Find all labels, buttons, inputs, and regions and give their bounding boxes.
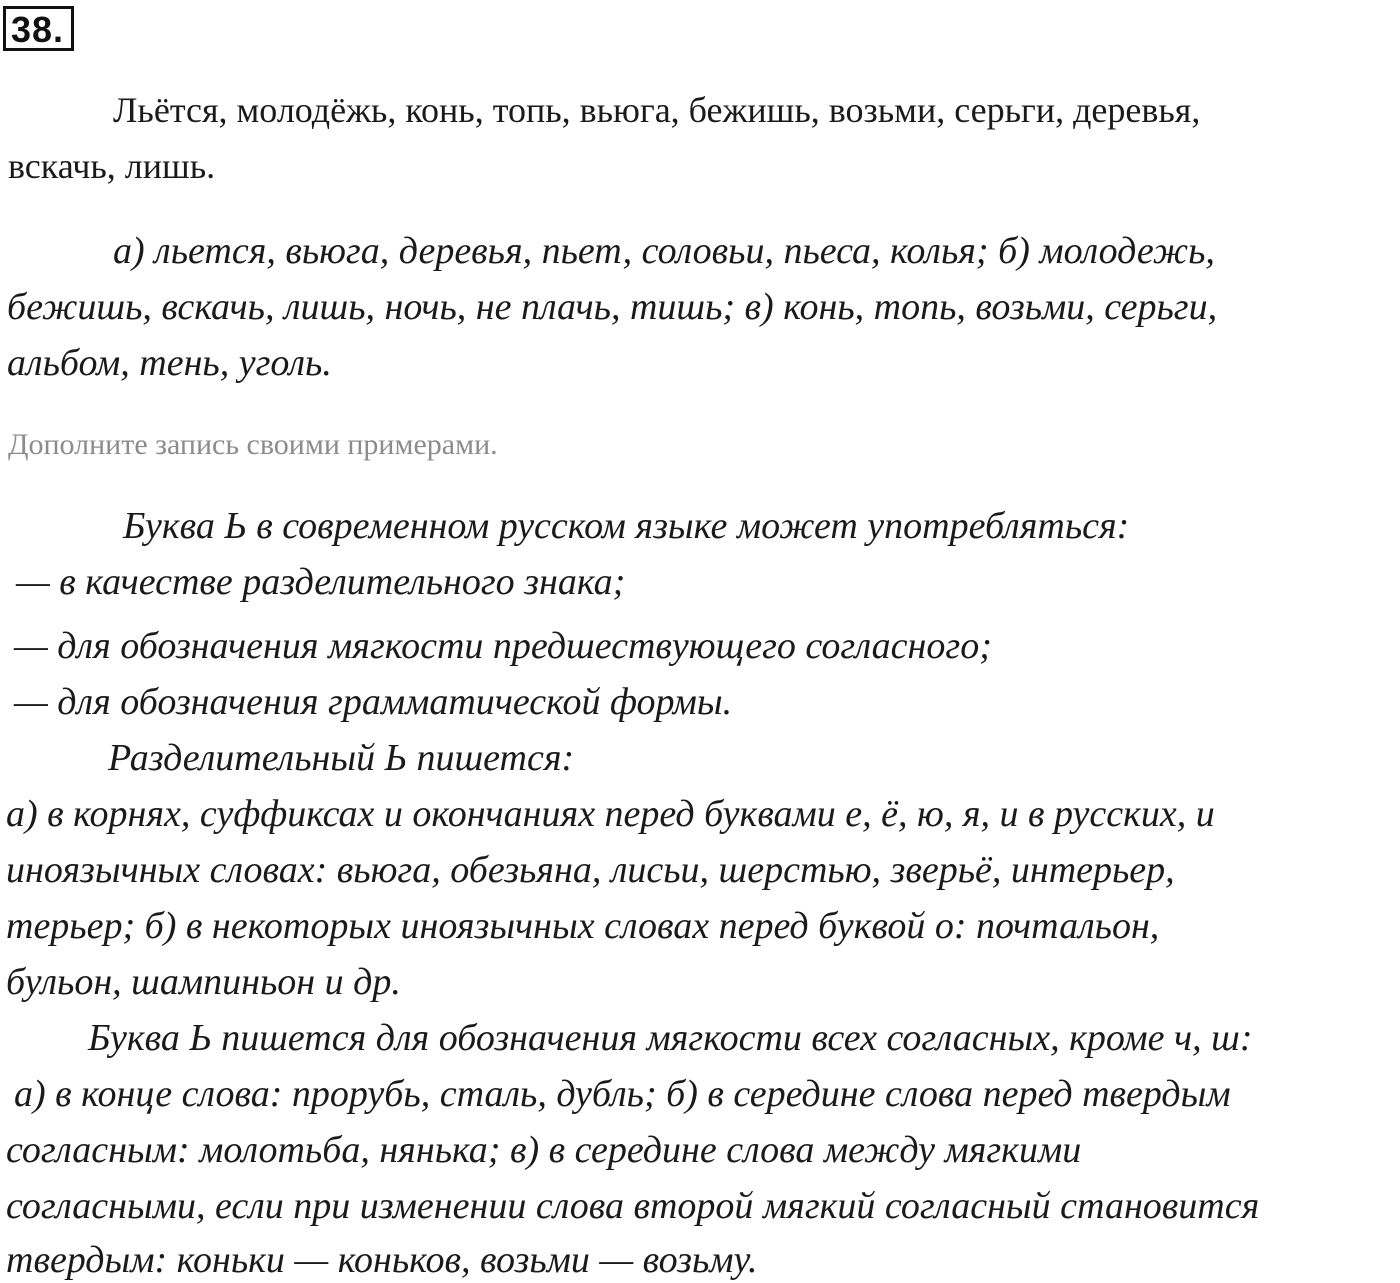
answer-line-3: альбом, тень, уголь.: [7, 342, 332, 384]
answer-line-2: бежишь, вскачь, лишь, ночь, не плачь, тишь; в) конь, топь, возьми, серьги,: [7, 286, 1218, 328]
rule-line-12: согласным: молотьба, нянька; в) в середине слова между мягкими: [6, 1129, 1082, 1171]
exercise-number: 38.: [3, 6, 74, 51]
instruction-text: Дополните запись своими примерами.: [8, 428, 498, 461]
rule-line-3: — для обозначения мягкости предшествующего согласного;: [14, 625, 992, 667]
task-line-1: Льётся, молодёжь, конь, топь, вьюга, бежишь, возьми, серьги, деревья,: [113, 90, 1201, 130]
rule-line-8: терьер; б) в некоторых иноязычных словах перед буквой о: почтальон,: [6, 905, 1160, 947]
rule-line-10: Буква Ь пишется для обозначения мягкости всех согласных, кроме ч, ш:: [88, 1017, 1253, 1059]
rule-line-2: — в качестве разделительного знака;: [16, 561, 626, 603]
rule-line-13: согласными, если при изменении слова второй мягкий согласный становится: [6, 1185, 1260, 1227]
answer-line-1: а) льется, вьюга, деревья, пьет, соловьи, пьеса, колья; б) молодежь,: [113, 230, 1215, 272]
task-line-2: вскачь, лишь.: [8, 146, 216, 186]
rule-line-11: а) в конце слова: прорубь, сталь, дубль; б) в середине слова перед твердым: [14, 1073, 1231, 1115]
rule-line-4: — для обозначения грамматической формы.: [14, 681, 733, 723]
rule-line-9: бульон, шампиньон и др.: [6, 961, 401, 1003]
rule-line-1: Буква Ь в современном русском языке может употребляться:: [123, 505, 1130, 547]
rule-line-6: а) в корнях, суффиксах и окончаниях перед буквами е, ё, ю, я, и в русских, и: [6, 793, 1215, 835]
rule-line-7: иноязычных словах: вьюга, обезьяна, лисьи, шерстью, зверьё, интерьер,: [6, 849, 1175, 891]
rule-line-5: Разделительный Ь пишется:: [108, 737, 575, 779]
rule-line-14: твердым: коньки — коньков, возьми — возьму.: [6, 1239, 758, 1281]
